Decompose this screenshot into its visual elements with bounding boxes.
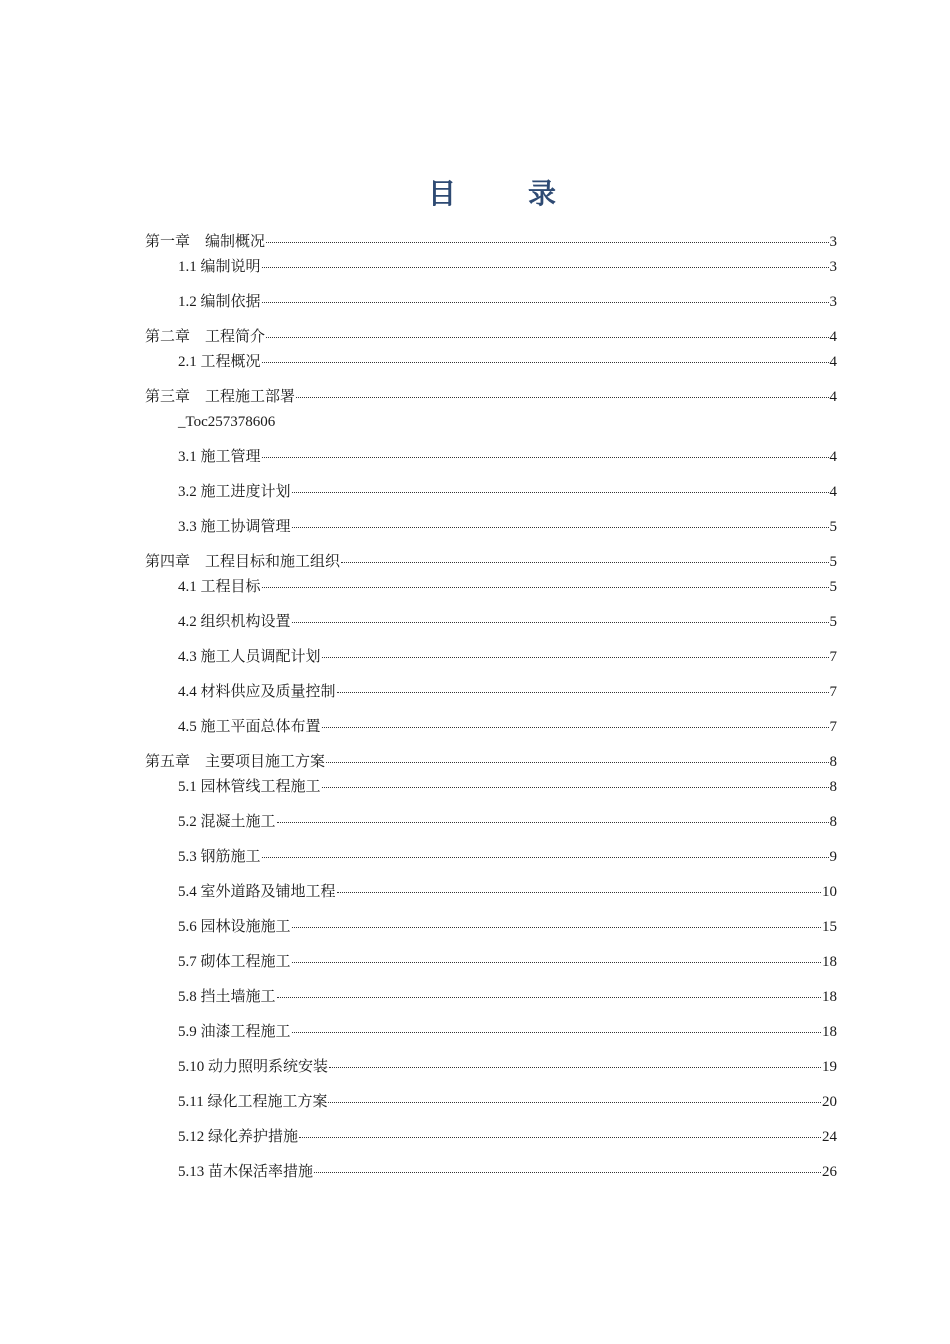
dot-leader [337,692,829,693]
toc-entry-3-2[interactable] [178,482,837,502]
toc-entry-label: 5.13 苗木保活率措施 [178,1164,314,1180]
toc-page-number: 3 [829,259,837,275]
toc-page-number: 7 [829,649,837,665]
dot-leader [328,1102,821,1103]
dot-leader [262,362,829,363]
toc-entry-1-2[interactable] [178,292,837,312]
toc-entry-5-6[interactable] [178,917,837,937]
dot-leader [292,927,821,928]
toc-entry-label: 3.1 施工管理 [178,449,261,465]
toc-entry-label: 3.2 施工进度计划 [178,484,291,500]
toc-entry-label: 4.5 施工平面总体布置 [178,719,321,735]
dot-leader [292,962,821,963]
toc-entry-label: 5.11 绿化工程施工方案 [178,1094,328,1110]
toc-entry-label: 5.6 园林设施施工 [178,919,291,935]
toc-page-number: 18 [822,1024,837,1040]
toc-page-number: 4 [829,484,837,500]
toc-entry-label: 1.1 编制说明 [178,259,261,275]
dot-leader [266,242,828,243]
toc-page-number: 18 [822,954,837,970]
toc-entry-4-4[interactable] [178,682,837,702]
toc-page-number: 8 [829,814,837,830]
toc-entry-4-5[interactable] [178,717,837,737]
toc-entry-label: 1.2 编制依据 [178,294,261,310]
toc-entry-label: 5.2 混凝土施工 [178,814,276,830]
toc-entry-5-4[interactable] [178,882,837,902]
toc-entry-5-1[interactable] [178,777,837,797]
dot-leader [262,587,829,588]
toc-entry-5-7[interactable] [178,952,837,972]
toc-page-number: 20 [822,1094,837,1110]
dot-leader [341,562,828,563]
toc-page-number: 19 [822,1059,837,1075]
toc-entry-label: 5.10 动力照明系统安装 [178,1059,329,1075]
dot-leader [292,1032,821,1033]
toc-entry-label: 3.3 施工协调管理 [178,519,291,535]
toc-entry-label: 第二章 工程简介 [145,329,266,345]
toc-page-number: 24 [822,1129,837,1145]
toc-entry-5-3[interactable] [178,847,837,867]
toc-page-number: 5 [829,614,837,630]
toc-entry-label: 2.1 工程概况 [178,354,261,370]
toc-entry-label: 4.1 工程目标 [178,579,261,595]
toc-title-char-1: 目 [427,179,456,210]
toc-bookmark-text: _Toc257378606 [178,414,276,430]
toc-entry-label: 第四章 工程目标和施工组织 [145,554,341,570]
toc-entry-label: 5.4 室外道路及铺地工程 [178,884,336,900]
dot-leader [292,492,829,493]
dot-leader [262,267,829,268]
toc-entry-label: 4.2 组织机构设置 [178,614,291,630]
toc-page-number: 7 [829,719,837,735]
toc-entry-5-11[interactable] [178,1092,837,1112]
dot-leader [262,457,829,458]
dot-leader [326,762,828,763]
toc-entry-chapter-4[interactable] [145,552,837,572]
toc-entry-label: 5.1 园林管线工程施工 [178,779,321,795]
toc-entry-label: 5.8 挡土墙施工 [178,989,276,1005]
toc-entry-3-1[interactable] [178,447,837,467]
dot-leader [322,787,829,788]
toc-entry-5-12[interactable] [178,1127,837,1147]
toc-page-number: 5 [829,519,837,535]
toc-page-number: 5 [829,579,837,595]
dot-leader [299,1137,821,1138]
toc-page-number: 3 [829,234,837,250]
dot-leader [296,397,828,398]
toc-entry-label: 4.4 材料供应及质量控制 [178,684,336,700]
toc-page-number: 10 [822,884,837,900]
toc-page-number: 4 [829,329,837,345]
toc-entry-chapter-2[interactable] [145,327,837,347]
toc-entry-label: 第五章 主要项目施工方案 [145,754,326,770]
dot-leader [262,302,829,303]
toc-entry-label: 5.3 钢筋施工 [178,849,261,865]
toc-entry-chapter-5[interactable] [145,752,837,772]
toc-entry-label: 第三章 工程施工部署 [145,389,296,405]
toc-page-number: 5 [829,554,837,570]
dot-leader [314,1172,821,1173]
dot-leader [266,337,828,338]
toc-page-number: 8 [829,754,837,770]
toc-page-number: 4 [829,449,837,465]
dot-leader [277,822,829,823]
toc-entry-label: 5.7 砌体工程施工 [178,954,291,970]
toc-entry-2-1[interactable] [178,352,837,372]
dot-leader [329,1067,821,1068]
toc-entry-label: 第一章 编制概况 [145,234,266,250]
toc-page-number: 18 [822,989,837,1005]
toc-entry-5-8[interactable] [178,987,837,1007]
toc-page-number: 26 [822,1164,837,1180]
toc-entry-5-13[interactable] [178,1162,837,1182]
toc-entry-label: 4.3 施工人员调配计划 [178,649,321,665]
toc-entry-chapter-1[interactable] [145,232,837,252]
toc-entry-4-2[interactable] [178,612,837,632]
toc-page-number: 7 [829,684,837,700]
toc-entry-5-9[interactable] [178,1022,837,1042]
toc-page-number: 15 [822,919,837,935]
dot-leader [277,997,821,998]
toc-entry-4-1[interactable] [178,577,837,597]
dot-leader [262,857,829,858]
toc-entry-5-2[interactable] [178,812,837,832]
toc-entry-3-3[interactable] [178,517,837,537]
toc-entry-4-3[interactable] [178,647,837,667]
toc-page-number: 8 [829,779,837,795]
toc-page-number: 4 [829,354,837,370]
toc-title-char-2: 录 [528,179,557,210]
toc-entry-chapter-3[interactable] [145,387,837,407]
toc-page-number: 4 [829,389,837,405]
dot-leader [322,657,829,658]
toc-page-number: 3 [829,294,837,310]
toc-entry-label: 5.12 绿化养护措施 [178,1129,299,1145]
toc-entry-1-1[interactable] [178,257,837,277]
dot-leader [322,727,829,728]
dot-leader [292,622,829,623]
dot-leader [337,892,821,893]
toc-entry-label: 5.9 油漆工程施工 [178,1024,291,1040]
toc-page-number: 9 [829,849,837,865]
toc-entry-5-10[interactable] [178,1057,837,1077]
dot-leader [292,527,829,528]
toc-title [0,172,950,212]
